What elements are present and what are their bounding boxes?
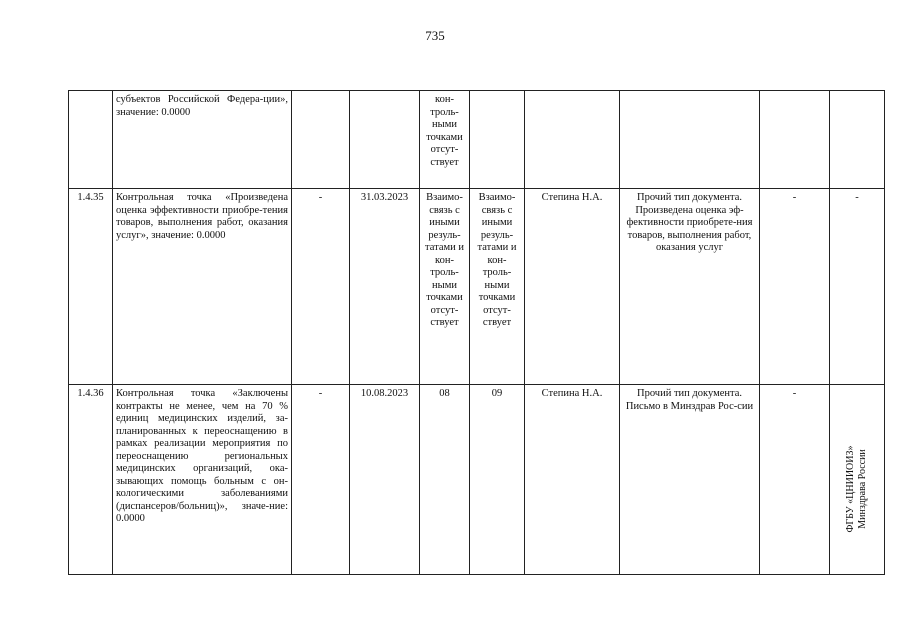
responsible-person	[525, 91, 620, 189]
column-3-value: -	[292, 189, 350, 385]
control-points-table	[68, 90, 885, 575]
column-3-value	[292, 91, 350, 189]
control-point-text: субъектов Российской Федера-ции», значение: 0.0000	[113, 91, 292, 189]
column-10-value: -	[830, 189, 885, 385]
document-description: Прочий тип документа. Произведена оценка эф-фективности приобрете-ния товаров, выполнения работ, оказания услуг	[620, 189, 760, 385]
control-point-text: Контрольная точка «Заключены контракты не менее, чем на 70 % единиц медицинских изделий, за-планированных к переоснащению в рамках реализации мероприятия по переоснащению региональных медицинских организаций, ока-зывающих помощь больным с он-кологическими заболеваниями (диспансеров/больниц)», значе-ние: 0.0000	[113, 385, 292, 575]
date-value	[350, 91, 420, 189]
relation-cell-2	[470, 91, 525, 189]
relation-cell-1: 08	[420, 385, 470, 575]
document-description	[620, 91, 760, 189]
relation-cell-1: кон- троль- ными точками отсут- ствует	[420, 91, 470, 189]
column-10-value	[830, 91, 885, 189]
relation-cell-2: 09	[470, 385, 525, 575]
row-number	[69, 91, 113, 189]
row-number: 1.4.36	[69, 385, 113, 575]
responsible-person: Степина Н.А.	[525, 385, 620, 575]
relation-cell-2: Взаимо- связь с иными резуль- татами и кон- троль- ными точками отсут- ствует	[470, 189, 525, 385]
organization-cell	[830, 385, 885, 575]
control-point-text: Контрольная точка «Произведена оценка эффективности приобре-тения товаров, выполнения работ, оказания услуг», значение: 0.0000	[113, 189, 292, 385]
row-number: 1.4.35	[69, 189, 113, 385]
table-row	[69, 385, 885, 575]
column-3-value: -	[292, 385, 350, 575]
document-description: Прочий тип документа. Письмо в Минздрав Рос-сии	[620, 385, 760, 575]
table-row	[69, 189, 885, 385]
column-9-value	[760, 91, 830, 189]
column-9-value: -	[760, 385, 830, 575]
organization-ministry: Минздрава России	[857, 449, 868, 529]
organization-name: ФГБУ «ЦНИИОИЗ»	[845, 445, 856, 533]
date-value: 31.03.2023	[350, 189, 420, 385]
relation-cell-1: Взаимо- связь с иными резуль- татами и кон- троль- ными точками отсут- ствует	[420, 189, 470, 385]
column-9-value: -	[760, 189, 830, 385]
page-number: 735	[425, 28, 445, 43]
date-value: 10.08.2023	[350, 385, 420, 575]
table-row	[69, 91, 885, 189]
responsible-person: Степина Н.А.	[525, 189, 620, 385]
